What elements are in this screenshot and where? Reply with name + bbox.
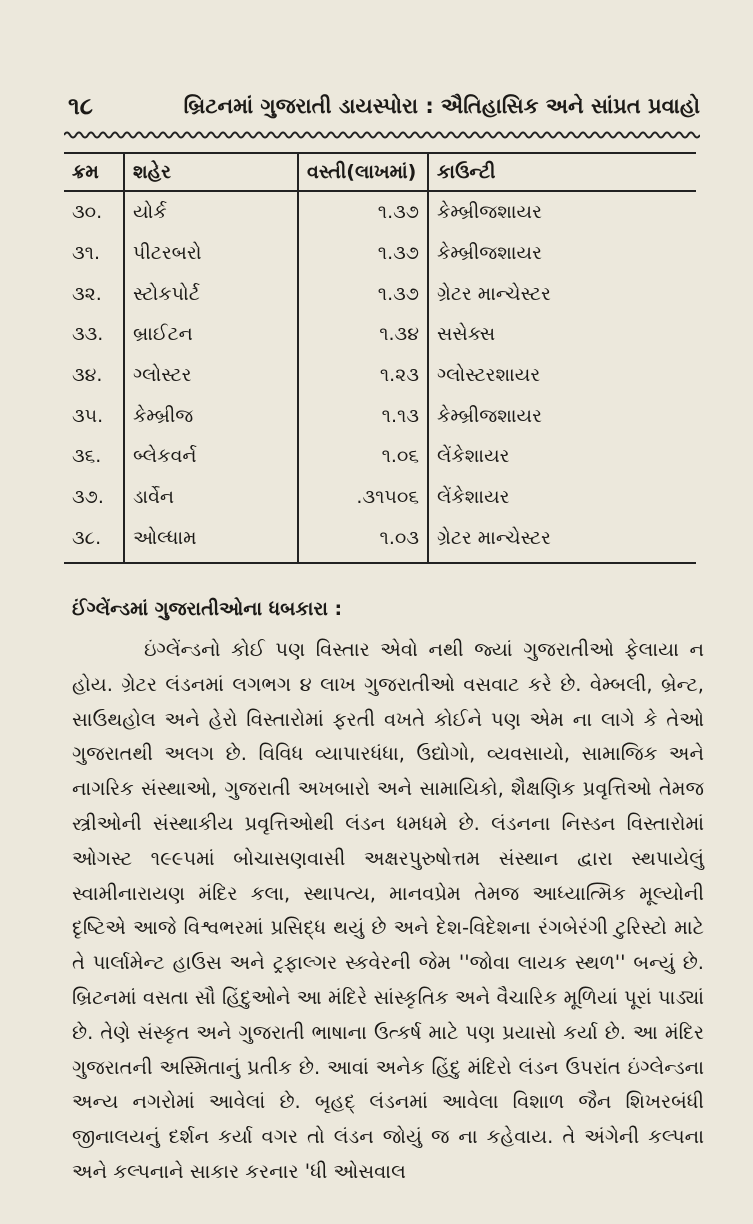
cell-county: કેમ્બ્રીજશાયર — [428, 395, 696, 436]
cell-serial: ૩૩. — [72, 323, 104, 346]
city-population-table — [64, 152, 696, 564]
cell-population: ૧.૧૩ — [298, 395, 428, 436]
body-text — [72, 633, 704, 1190]
column-header-serial: ક્રમ — [64, 153, 124, 191]
cell-population: ૧.૨૩ — [298, 355, 428, 396]
cell-serial: ૩૪. — [72, 364, 103, 387]
cell-county: ગ્રેટર માન્ચેસ્ટર — [428, 273, 696, 314]
cell-city: કેમ્બ્રીજ — [124, 395, 298, 436]
table-row — [64, 395, 696, 436]
running-title: બ્રિટનમાં ગુજરાતી ડાયસ્પોરા : ઐતિહાસિક અને સાંપ્રત પ્રવાહો — [183, 94, 700, 118]
table-row — [64, 191, 696, 233]
cell-population: ૧.૩૭ — [298, 191, 428, 233]
page-number: ૧૮ — [68, 92, 93, 120]
table-row — [64, 355, 696, 396]
cell-population: ૧.૦૩ — [298, 518, 428, 564]
cell-population: ૧.૩૭ — [298, 273, 428, 314]
table-header-row — [64, 153, 696, 191]
table-row — [64, 477, 696, 518]
cell-serial: ૩૦. — [72, 201, 103, 224]
cell-population: .૩૧૫૦૬ — [298, 477, 428, 518]
table-row — [64, 436, 696, 477]
cell-city: સ્ટોકપોર્ટ — [124, 273, 298, 314]
cell-serial: ૩૮. — [64, 518, 124, 564]
cell-city: ડાર્વેન — [124, 477, 298, 518]
cell-county: લેંકેશાયર — [428, 436, 696, 477]
cell-county: કેમ્બ્રીજશાયર — [428, 191, 696, 233]
table-row — [64, 273, 696, 314]
cell-city: બ્લેકવર્ન — [124, 436, 298, 477]
cell-serial: ૩૬. — [72, 445, 102, 468]
cell-city: ઓલ્ધામ — [124, 518, 298, 564]
section-heading: ઈંગ્લેંન્ડમાં ગુજરાતીઓના ધબકારા : — [72, 598, 343, 620]
cell-city: બ્રાઈટન — [124, 314, 298, 355]
column-header-population: વસ્તી(લાખમાં) — [298, 153, 428, 191]
table-row — [64, 518, 696, 564]
cell-serial: ૩૧. — [72, 242, 101, 265]
page-header — [68, 92, 700, 132]
cell-serial: ૩૭. — [72, 486, 104, 509]
decorative-wavy-rule — [64, 128, 700, 142]
cell-city: પીટરબરો — [124, 233, 298, 274]
cell-population: ૧.૩૪ — [298, 314, 428, 355]
cell-county: ગ્લોસ્ટરશાયર — [428, 355, 696, 396]
cell-population: ૧.૩૭ — [298, 233, 428, 274]
cell-county: કેમ્બ્રીજશાયર — [428, 233, 696, 274]
cell-county: લેંકેશાયર — [428, 477, 696, 518]
body-paragraph: ઇંગ્લેંન્ડનો કોઈ પણ વિસ્તાર એવો નથી જ્યાં ગુજરાતીઓ ફેલાયા ન હોય. ગ્રેટર લંડનમાં લગભગ ૪ લાખ ગુજરાતીઓ વસવાટ કરે છે. વેમ્બલી, બ્રેન્ટ, સાઉથહોલ અને હેરો વિસ્તારોમાં ફરતી વખતે કોઈને પણ એમ ના લાગે કે તેઓ ગુજરાતથી અલગ છે. વિવિધ વ્યાપારધંધા, ઉદ્યોગો, વ્યવસાયો, સામાજિક અને નાગરિક સંસ્થાઓ, ગુજરાતી અખબારો અને સામાયિકો, શૈક્ષણિક પ્રવૃત્તિઓ તેમજ સ્ત્રીઓની સંસ્થાકીય પ્રવૃત્તિઓથી લંડન ધમધમે છે. લંડનના નિસ્ડન વિસ્તારોમાં ઓગસ્ટ ૧૯૯૫માં બોચાસણવાસી અક્ષરપુરુષોત્તમ સંસ્થાન દ્વારા સ્થપાયેલું સ્વામીનારાયણ મંદિર કલા, સ્થાપત્ય, માનવપ્રેમ તેમજ આધ્યાત્મિક મૂલ્યોની દૃષ્ટિએ આજે વિશ્વભરમાં પ્રસિદ્ધ થયું છે અને દેશ-વિદેશના રંગબેરંગી ટુરિસ્ટો માટે તે પાર્લામેન્ટ હાઉસ અને ટ્રફાલ્ગર સ્કવેરની જેમ ''જોવા લાયક સ્થળ'' બન્યું છે. બ્રિટનમાં વસતા સૌ હિંદુઓને આ મંદિરે સાંસ્કૃતિક અને વૈચારિક મૂળિયાં પૂરાં પાડ્યાં છે. તેણે સંસ્કૃત અને ગુજરાતી ભાષાના ઉત્કર્ષ માટે પણ પ્રયાસો કર્યા છે. આ મંદિર ગુજરાતની અસ્મિતાનું પ્રતીક છે. આવાં અનેક હિંદુ મંદિરો લંડન ઉપરાંત ઇંગ્લેન્ડના અન્ય નગરોમાં આવેલાં છે. બૃહદ્ લંડનમાં આવેલા વિશાળ જૈન શિખરબંધી જીનાલયનું દર્શન કર્યા વગર તો લંડન જોયું જ ના કહેવાય. તે અંગેની કલ્પના અને કલ્પનાને સાકાર કરનાર 'ધી ઓસવાલ — [72, 638, 704, 1183]
table-row — [64, 314, 696, 355]
table-row — [64, 233, 696, 274]
cell-city: યોર્ક — [124, 191, 298, 233]
column-header-city: શહેર — [124, 153, 298, 191]
cell-serial: ૩૫. — [72, 404, 104, 427]
cell-population: ૧.૦૬ — [298, 436, 428, 477]
column-header-county: કાઉન્ટી — [428, 153, 696, 191]
cell-city: ગ્લોસ્ટર — [124, 355, 298, 396]
cell-serial: ૩૨. — [72, 282, 102, 305]
cell-county: ગ્રેટર માન્ચેસ્ટર — [428, 518, 696, 564]
cell-county: સસેક્સ — [428, 314, 696, 355]
